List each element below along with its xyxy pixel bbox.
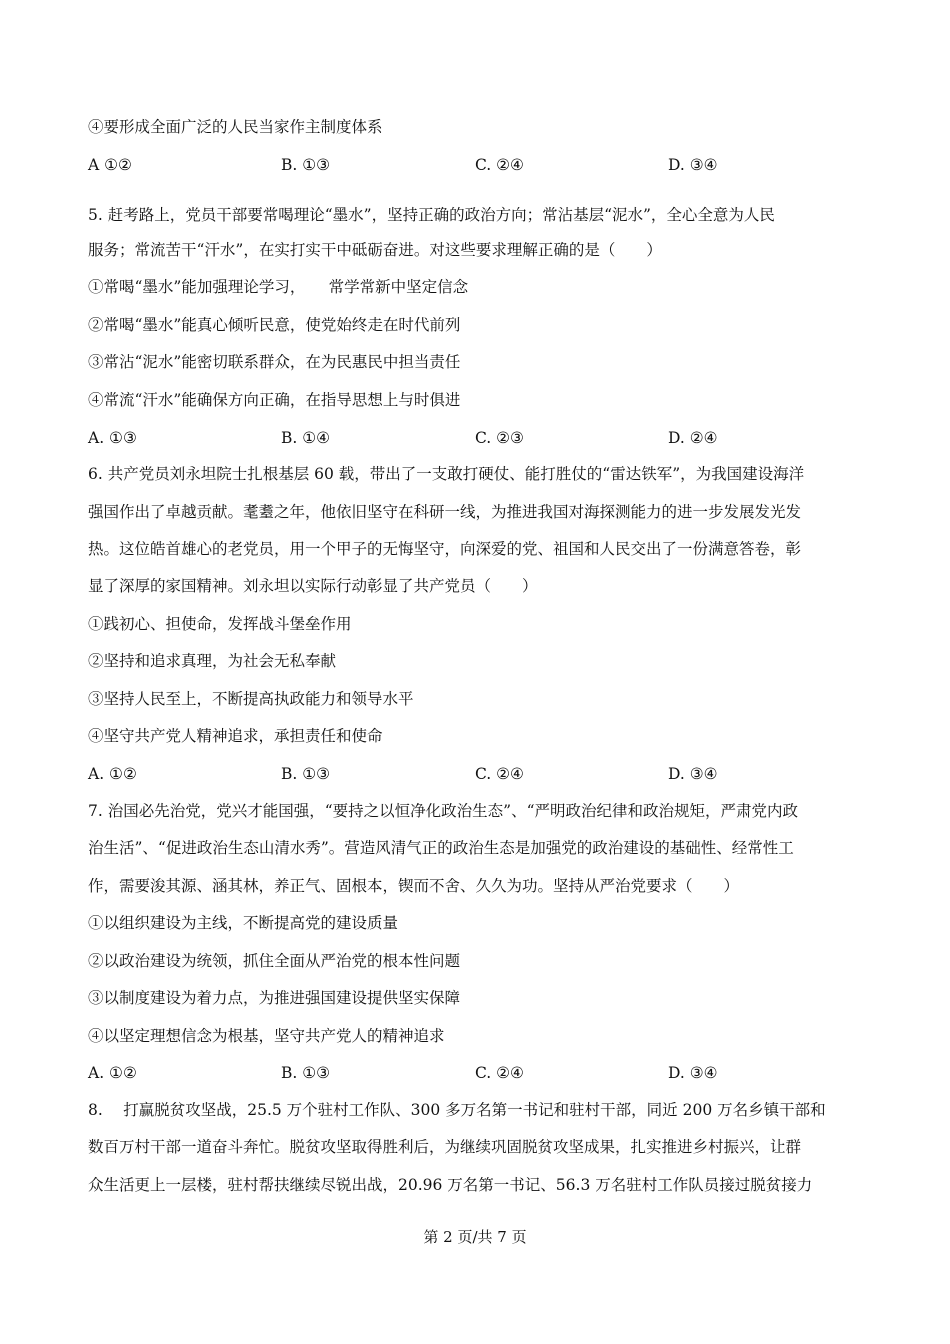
q6-item-4: ④坚守共产党人精神追求，承担责任和使命 (88, 727, 383, 745)
q7-stem-line-1: 7. 治国必先治党，党兴才能国强，“要持之以恒净化政治生态”、“严明政治纪律和政治规矩，严肃党内政 (88, 802, 798, 820)
q4-option-b: B. ①③ (281, 156, 331, 174)
q5-option-b: B. ①④ (281, 429, 331, 447)
q6-option-a: A. ①② (88, 765, 137, 783)
q6-options (88, 764, 878, 784)
q5-stem-line-1: 5. 赶考路上，党员干部要常喝理论“墨水”，坚持正确的政治方向；常沾基层“泥水”，全心全意为人民 (88, 206, 775, 224)
q6-option-d: D. ③④ (668, 765, 718, 783)
q7-option-b: B. ①③ (281, 1064, 331, 1082)
q7-options (88, 1063, 878, 1083)
q7-item-4: ④以坚定理想信念为根基，坚守共产党人的精神追求 (88, 1027, 445, 1045)
q8-stem-line-1: 8. 打赢脱贫攻坚战，25.5 万个驻村工作队、300 多万名第一书记和驻村干部，同近 200 万名乡镇干部和 (88, 1101, 826, 1119)
q8-stem-line-2: 数百万村干部一道奋斗奔忙。脱贫攻坚取得胜利后，为继续巩固脱贫攻坚成果，扎实推进乡村振兴，让群 (88, 1138, 802, 1156)
q7-item-1: ①以组织建设为主线，不断提高党的建设质量 (88, 914, 399, 932)
q4-options (88, 155, 878, 175)
q4-item-4: ④要形成全面广泛的人民当家作主制度体系 (88, 118, 383, 136)
q7-stem-line-3: 作，需要浚其源、涵其林，养正气、固根本，锲而不舍、久久为功。坚持从严治党要求（ ） (88, 877, 740, 895)
q4-option-c: C. ②④ (475, 156, 524, 174)
q6-item-3: ③坚持人民至上，不断提高执政能力和领导水平 (88, 690, 414, 708)
q5-option-c: C. ②③ (475, 429, 524, 447)
page-footer: 第 2 页/共 7 页 (423, 1228, 527, 1246)
q5-item-4: ④常流“汗水”能确保方向正确，在指导思想上与时俱进 (88, 391, 461, 409)
q7-stem-line-2: 治生活”、“促进政治生态山清水秀”。营造风清气正的政治生态是加强党的政治建设的基础性、经常性工 (88, 839, 794, 857)
q7-option-c: C. ②④ (475, 1064, 524, 1082)
q6-stem-line-1: 6. 共产党员刘永坦院士扎根基层 60 载，带出了一支敢打硬仗、能打胜仗的“雷达铁军”，为我国建设海洋 (88, 465, 805, 483)
q5-item-1: ①常喝“墨水”能加强理论学习， 常学常新中坚定信念 (88, 278, 469, 296)
q6-option-c: C. ②④ (475, 765, 524, 783)
q5-option-d: D. ②④ (668, 429, 718, 447)
q5-option-a: A. ①③ (88, 429, 137, 447)
q5-item-2: ②常喝“墨水”能真心倾听民意，使党始终走在时代前列 (88, 316, 461, 334)
q5-stem-line-2: 服务；常流苦干“汗水”，在实打实干中砥砺奋进。对这些要求理解正确的是（ ） (88, 241, 662, 259)
q6-item-2: ②坚持和追求真理，为社会无私奉献 (88, 652, 337, 670)
q7-option-a: A. ①② (88, 1064, 137, 1082)
q6-stem-line-2: 强国作出了卓越贡献。耄耋之年，他依旧坚守在科研一线，为推进我国对海探测能力的进一步发展发光发 (88, 503, 802, 521)
q4-option-d: D. ③④ (668, 156, 718, 174)
q7-option-d: D. ③④ (668, 1064, 718, 1082)
q7-item-2: ②以政治建设为统领，抓住全面从严治党的根本性问题 (88, 952, 461, 970)
q6-item-1: ①践初心、担使命，发挥战斗堡垒作用 (88, 615, 352, 633)
q5-item-3: ③常沾“泥水”能密切联系群众，在为民惠民中担当责任 (88, 353, 461, 371)
q4-option-a: A ①② (88, 156, 132, 174)
q6-stem-line-4: 显了深厚的家国精神。刘永坦以实际行动彰显了共产党员（ ） (88, 577, 538, 595)
q6-stem-line-3: 热。这位皓首雄心的老党员，用一个甲子的无悔坚守，向深爱的党、祖国和人民交出了一份满意答卷，彰 (88, 540, 802, 558)
q8-stem-line-3: 众生活更上一层楼，驻村帮扶继续尽锐出战，20.96 万名第一书记、56.3 万名驻村工作队员接过脱贫接力 (88, 1176, 813, 1194)
q7-item-3: ③以制度建设为着力点，为推进强国建设提供坚实保障 (88, 989, 461, 1007)
q5-options (88, 428, 878, 448)
q6-option-b: B. ①③ (281, 765, 331, 783)
